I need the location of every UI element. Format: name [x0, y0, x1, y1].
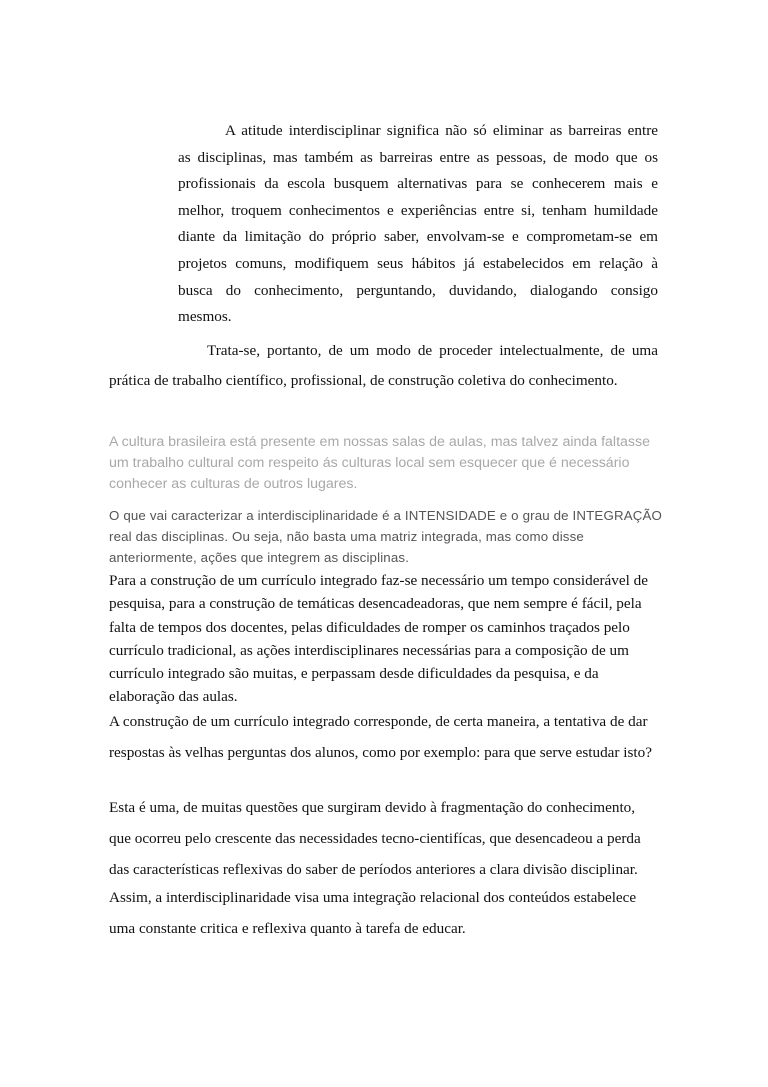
quote-line: mesmos.: [178, 308, 232, 326]
quote-line: as disciplinas, mas também as barreiras entre as pessoas, de modo que os: [178, 148, 658, 166]
body-paragraph: Assim, a interdisciplinaridade visa uma integração relacional dos conteúdos estabelece uma constante critica e reflexiva quanto à tarefa de educar.: [109, 889, 637, 937]
body-paragraph: Para a construção de um currículo integrado faz-se necessário um tempo considerável de pesquisa, para a construção de temáticas desencadeadoras, que nem sempre é fácil, pela falta de tempos dos docentes, pelas dificuldades de romper os caminhos traçados pelo currículo tradicional, as ações interdisciplinares necessárias para a composição de um currículo integrado são muitas, e perpassam desde dificuldades da pesquisa, e da elaboração das aulas.: [109, 572, 648, 706]
quote-line: diante da limitação do próprio saber, envolvam-se e comprometam-se em: [178, 228, 658, 246]
caracterizar-paragraph: O que vai caracterizar a interdisciplinaridade é a INTENSIDADE e o grau de INTEGRAÇÃO real das disciplinas. Ou seja, não basta uma matriz integrada, mas como disse anteriormente, ações que integrem as disciplinas.: [109, 508, 662, 565]
body-paragraph: A construção de um currículo integrado corresponde, de certa maneira, a tentativa de dar respostas às velhas perguntas dos alunos, como por exemplo: para que serve estudar isto?: [109, 713, 652, 761]
trata-paragraph: Trata-se, portanto, de um modo de proceder intelectualmente, de uma prática de trabalho científico, profissional, de construção coletiva do conhecimento.: [109, 342, 658, 389]
quote-line: busca do conhecimento, perguntando, duvidando, dialogando consigo: [178, 281, 658, 299]
quote-line: profissionais da escola busquem alternativas para se conhecerem mais e: [178, 175, 658, 193]
cultura-paragraph: A cultura brasileira está presente em nossas salas de aulas, mas talvez ainda faltasse um trabalho cultural com respeito ás culturas local sem esquecer que é necessário conhecer as culturas de outros lugares.: [109, 434, 650, 492]
quote-line: A atitude interdisciplinar significa não só eliminar as barreiras entre: [225, 122, 658, 139]
quote-line: melhor, troquem conhecimentos e experiências entre si, tenham humildade: [178, 201, 658, 219]
block-quote: [178, 118, 658, 331]
quote-line: projetos comuns, modifiquem seus hábitos já estabelecidos em relação à: [178, 254, 658, 272]
body-paragraph: Esta é uma, de muitas questões que surgiram devido à fragmentação do conhecimento, que ocorreu pelo crescente das necessidades tecno-cientifícas, que desencadeou a perda das características reflexivas do saber de períodos anteriores a clara divisão disciplinar.: [109, 799, 641, 878]
